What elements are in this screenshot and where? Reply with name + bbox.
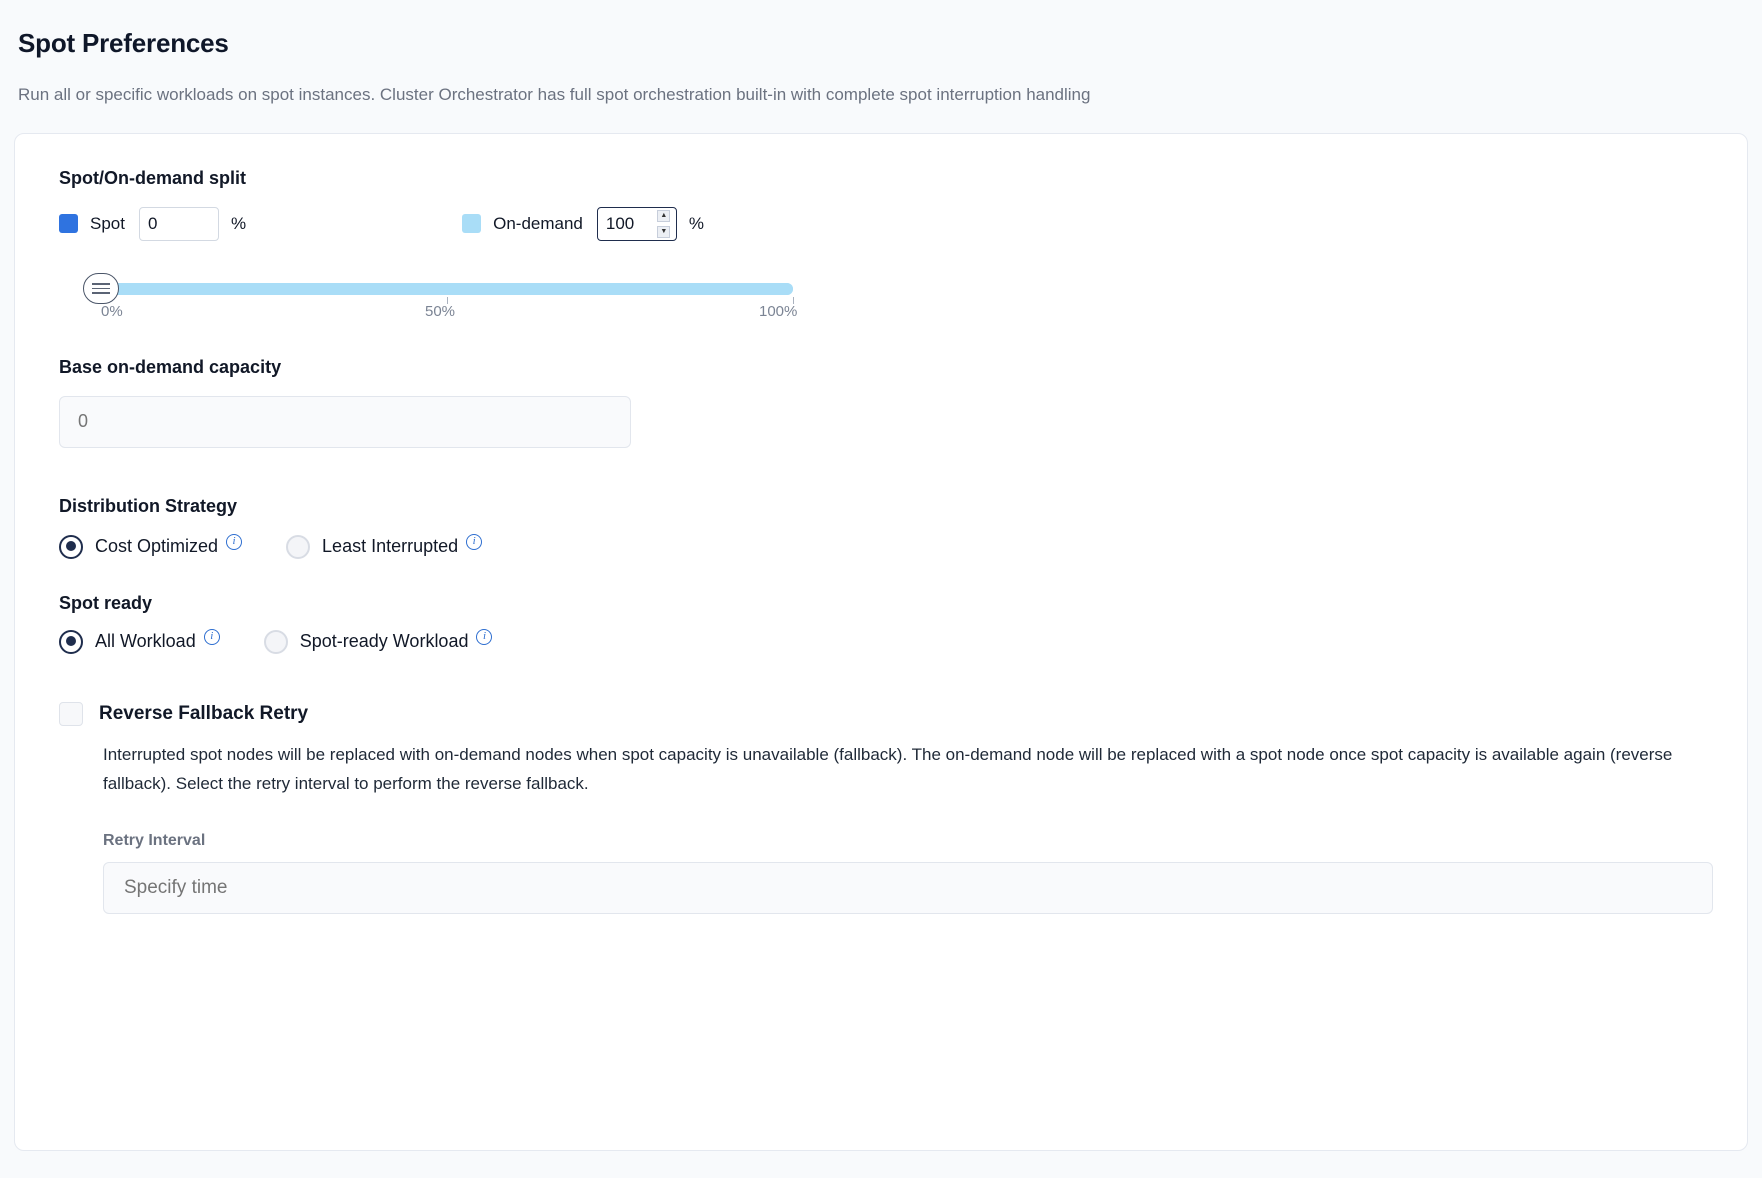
spot-preferences-card xyxy=(14,133,1748,1151)
reverse-fallback-checkbox[interactable] xyxy=(59,702,83,726)
spinner-up-icon[interactable]: ▲ xyxy=(657,210,670,222)
thumb-grip-line-icon xyxy=(92,292,110,294)
info-icon[interactable]: i xyxy=(226,534,242,550)
thumb-grip-line-icon xyxy=(92,283,110,285)
radio-option-spot-ready-workload[interactable] xyxy=(264,630,493,654)
radio-indicator-spot-ready-workload[interactable] xyxy=(264,630,288,654)
base-capacity-label: Base on-demand capacity xyxy=(59,356,282,377)
slider-track[interactable] xyxy=(101,283,793,295)
base-capacity-input[interactable] xyxy=(59,396,631,448)
spot-color-swatch-icon xyxy=(59,214,78,233)
reverse-fallback-header[interactable] xyxy=(59,702,1703,726)
spot-label: Spot xyxy=(90,213,125,233)
split-inputs-row xyxy=(59,207,1703,241)
slider-tick-0: 0% xyxy=(101,302,123,320)
radio-option-cost-optimized[interactable] xyxy=(59,535,242,559)
radio-option-all-workload[interactable] xyxy=(59,630,220,654)
radio-label-spot-ready-workload: Spot-ready Workload xyxy=(299,631,469,652)
slider-tick-2: 100% xyxy=(759,302,798,320)
ondemand-input-wrap xyxy=(597,207,677,241)
slider-tick-1: 50% xyxy=(425,302,456,320)
retry-interval-input[interactable] xyxy=(103,862,1713,914)
slider-fill xyxy=(101,283,793,295)
radio-label-least-interrupted: Least Interrupted xyxy=(322,536,459,557)
ondemand-percent-sign: % xyxy=(688,213,705,233)
split-section-label: Spot/On-demand split xyxy=(59,167,246,188)
distribution-strategy-label: Distribution Strategy xyxy=(59,495,238,516)
page-title: Spot Preferences xyxy=(18,28,229,58)
retry-interval-label: Retry Interval xyxy=(103,832,206,850)
ondemand-color-swatch-icon xyxy=(462,214,481,233)
ondemand-label: On-demand xyxy=(493,213,583,233)
split-section xyxy=(59,168,1703,319)
reverse-fallback-section xyxy=(59,702,1703,914)
radio-option-least-interrupted[interactable] xyxy=(286,535,482,559)
info-icon[interactable]: i xyxy=(204,629,220,645)
page-header xyxy=(0,0,1762,107)
info-icon[interactable]: i xyxy=(476,629,492,645)
distribution-strategy-options xyxy=(59,535,1703,559)
radio-label-cost-optimized: Cost Optimized xyxy=(95,536,219,557)
slider-tick-labels xyxy=(59,297,819,319)
spot-percent-sign: % xyxy=(230,213,247,233)
radio-indicator-all-workload[interactable] xyxy=(59,630,83,654)
page-subtitle: Run all or specific workloads on spot instances. Cluster Orchestrator has full spot orchestration built-in with complete spot interruption handling xyxy=(18,85,1091,104)
spot-ready-options xyxy=(59,630,1703,654)
spot-percent-input[interactable] xyxy=(139,207,219,241)
thumb-grip-line-icon xyxy=(92,288,110,290)
radio-label-all-workload: All Workload xyxy=(95,631,196,652)
spot-ready-label: Spot ready xyxy=(59,592,153,613)
radio-indicator-least-interrupted[interactable] xyxy=(286,535,310,559)
info-icon[interactable]: i xyxy=(466,534,482,550)
base-capacity-section xyxy=(59,357,1703,448)
ondemand-spinner[interactable] xyxy=(657,210,671,238)
reverse-fallback-description: Interrupted spot nodes will be replaced with on-demand nodes when spot capacity is unavailable (fallback). The on-demand node will be replaced with a spot node once spot capacity is available again (reverse fallback). Select the retry interval to perform the reverse fallback. xyxy=(103,744,1673,794)
reverse-fallback-title: Reverse Fallback Retry xyxy=(99,702,309,724)
radio-indicator-cost-optimized[interactable] xyxy=(59,535,83,559)
distribution-strategy-section xyxy=(59,496,1703,559)
spot-ready-section xyxy=(59,593,1703,654)
spot-split-slider[interactable] xyxy=(59,267,819,319)
spinner-down-icon[interactable]: ▼ xyxy=(657,226,670,238)
